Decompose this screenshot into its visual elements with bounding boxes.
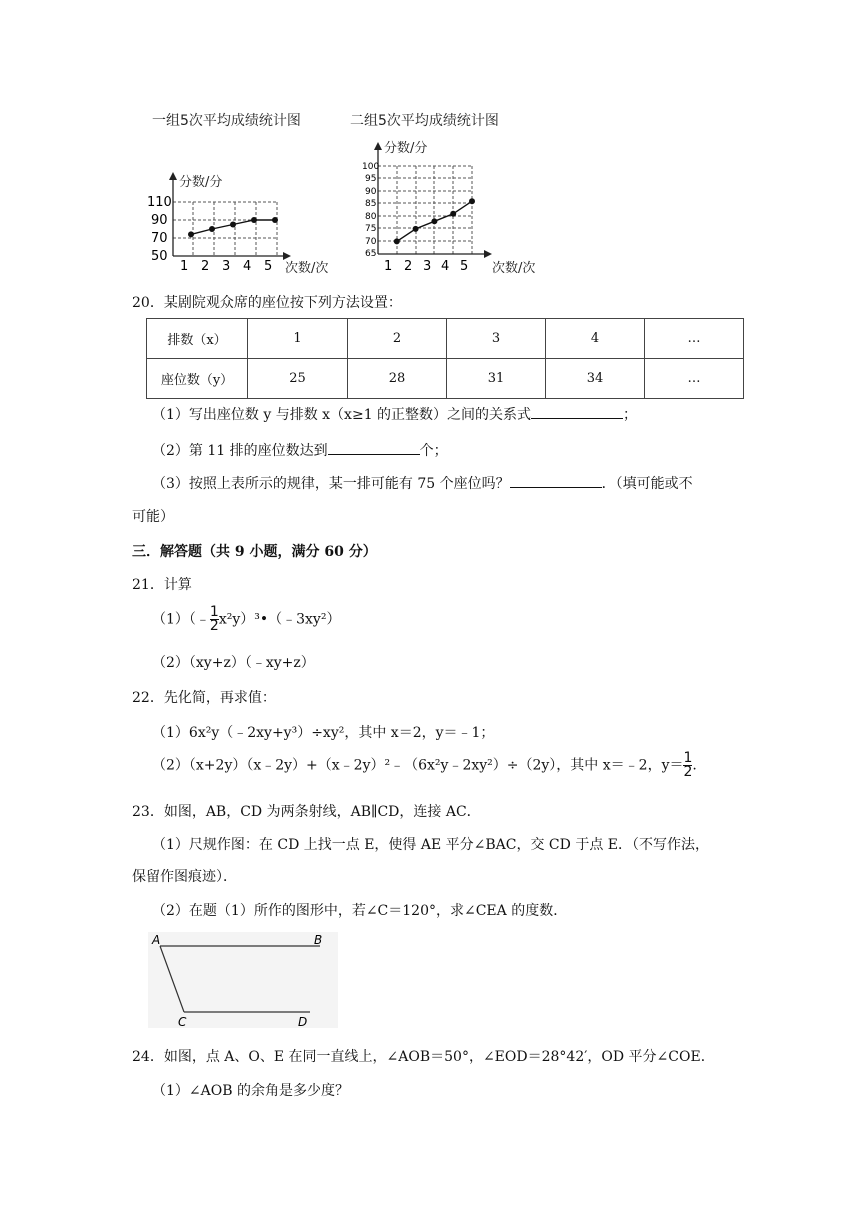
table-row bbox=[147, 359, 744, 399]
chart1-ytick: 70 bbox=[151, 231, 168, 246]
q20-part3-cont: 可能） bbox=[132, 509, 174, 525]
chart2-title: 二组5次平均成绩统计图 bbox=[350, 113, 499, 129]
fraction-numerator: 1 bbox=[683, 750, 693, 766]
chart1-xtick: 3 bbox=[222, 259, 231, 274]
chart2-data-point bbox=[450, 211, 456, 217]
q22-part2-end: . bbox=[692, 757, 697, 774]
seat-table bbox=[146, 318, 744, 399]
fraction bbox=[210, 606, 219, 633]
q22-part2 bbox=[152, 752, 697, 779]
point-label-d: D bbox=[298, 1015, 308, 1028]
chart1-data-point bbox=[272, 217, 278, 223]
q21-part1 bbox=[152, 606, 340, 633]
chart2-xtick: 1 bbox=[384, 259, 393, 274]
q20-part1-text: （1）写出座位数 y 与排数 x（x≥1 的正整数）之间的关系式 bbox=[152, 407, 532, 423]
chart1-data-point bbox=[209, 226, 215, 232]
chart1-xlabel: 次数/次 bbox=[285, 261, 329, 275]
table-cell: 1 bbox=[248, 319, 348, 359]
fraction-denominator: 2 bbox=[683, 764, 693, 780]
q22-part1: （1）6x²y（﹣2xy+y³）÷xy²，其中 x＝2，y＝﹣1； bbox=[152, 725, 495, 741]
chart2-ytick: 65 bbox=[365, 249, 377, 259]
table-cell: 座位数（y） bbox=[147, 359, 248, 399]
fraction-numerator: 1 bbox=[209, 604, 219, 620]
q20-part1-end: ； bbox=[623, 407, 638, 423]
chart2-ytick: 75 bbox=[365, 224, 377, 234]
chart2-xlabel: 次数/次 bbox=[492, 261, 536, 275]
q22-stem: 22．先化简，再求值： bbox=[132, 690, 276, 706]
chart2-data-point bbox=[413, 226, 419, 232]
table-cell: 34 bbox=[546, 359, 645, 399]
chart2-ytick: 100 bbox=[362, 162, 380, 172]
chart1-xtick: 4 bbox=[243, 259, 252, 274]
q20-stem: 20．某剧院观众席的座位按下列方法设置： bbox=[132, 295, 402, 311]
q21-part1-a: （1）（﹣ bbox=[152, 611, 210, 628]
q20-part2-text: （2）第 11 排的座位数达到 bbox=[152, 443, 328, 459]
chart1-xtick: 2 bbox=[201, 259, 210, 274]
answer-blank[interactable] bbox=[531, 404, 623, 419]
table-cell: 25 bbox=[248, 359, 348, 399]
fraction-denominator: 2 bbox=[209, 618, 219, 634]
chart1-xtick: 5 bbox=[264, 259, 273, 274]
q23-part1-cont: 保留作图痕迹）． bbox=[132, 869, 237, 885]
chart2-data-point bbox=[469, 198, 475, 204]
q20-part2 bbox=[152, 440, 448, 460]
chart1-data-point bbox=[230, 222, 236, 228]
chart2-ytick: 70 bbox=[365, 237, 377, 247]
q24-stem: 24．如图，点 A、O、E 在同一直线上，∠AOB＝50°，∠EOD＝28°42′，OD 平分∠COE． bbox=[132, 1049, 715, 1065]
chart2-xtick: 2 bbox=[404, 259, 413, 274]
chart2 bbox=[340, 130, 550, 275]
point-label-c: C bbox=[178, 1015, 187, 1028]
chart2-ytick: 80 bbox=[365, 212, 377, 222]
table-cell: 4 bbox=[546, 319, 645, 359]
q20-part1 bbox=[152, 404, 637, 424]
chart1-data-point bbox=[188, 231, 194, 237]
chart1-title: 一组5次平均成绩统计图 bbox=[152, 113, 301, 129]
chart2-ytick: 95 bbox=[365, 174, 377, 184]
chart2-data-point bbox=[394, 238, 400, 244]
table-cell: … bbox=[645, 359, 744, 399]
table-cell: … bbox=[645, 319, 744, 359]
q23-stem: 23．如图，AB，CD 为两条射线，AB∥CD，连接 AC． bbox=[132, 804, 481, 820]
table-cell: 28 bbox=[348, 359, 447, 399]
q22-part2-text: （2）（x+2y）（x﹣2y）+（x﹣2y）²﹣（6x²y﹣2xy²）÷（2y），其中 x＝﹣2，y＝ bbox=[152, 757, 684, 774]
q23-part2: （2）在题（1）所作的图形中，若∠C＝120°，求∠CEA 的度数． bbox=[152, 903, 568, 919]
q20-part3 bbox=[152, 473, 693, 493]
table-cell: 3 bbox=[447, 319, 546, 359]
chart1-ytick: 90 bbox=[151, 213, 168, 228]
answer-blank[interactable] bbox=[328, 440, 420, 455]
chart1-data-point bbox=[251, 217, 257, 223]
table-cell: 2 bbox=[348, 319, 447, 359]
q20-part3-end: ．（填可能或不 bbox=[601, 476, 693, 492]
chart1-ytick: 110 bbox=[147, 195, 172, 210]
chart1-ytick: 50 bbox=[151, 249, 168, 264]
q21-part1-b: x²y）³•（﹣3xy²） bbox=[218, 611, 341, 628]
chart2-ylabel: 分数/分 bbox=[384, 141, 428, 156]
q23-part1: （1）尺规作图：在 CD 上找一点 E，使得 AE 平分∠BAC，交 CD 于点 E．（不写作法， bbox=[152, 837, 709, 853]
chart2-xtick: 4 bbox=[441, 259, 450, 274]
section-heading: 三．解答题（共 9 小题，满分 60 分） bbox=[132, 544, 377, 560]
chart2-xtick: 3 bbox=[423, 259, 432, 274]
chart2-xtick: 5 bbox=[460, 259, 469, 274]
chart2-ytick: 90 bbox=[365, 187, 377, 197]
chart1-ylabel: 分数/分 bbox=[179, 175, 223, 190]
q20-part2-end: 个； bbox=[419, 443, 448, 459]
point-label-b: B bbox=[314, 933, 323, 947]
chart2-ytick: 85 bbox=[365, 199, 377, 209]
table-row bbox=[147, 319, 744, 359]
point-label-a: A bbox=[152, 933, 161, 947]
table-cell: 31 bbox=[447, 359, 546, 399]
chart1-xtick: 1 bbox=[180, 259, 189, 274]
q20-part3-text: （3）按照上表所示的规律，某一排可能有 75 个座位吗？ bbox=[152, 476, 510, 492]
q21-stem: 21．计算 bbox=[132, 577, 192, 593]
chart1 bbox=[145, 130, 345, 275]
q23-figure bbox=[148, 932, 338, 1028]
chart1-grid bbox=[173, 202, 277, 256]
q21-part2: （2）（xy+z）（﹣xy+z） bbox=[152, 655, 315, 671]
q24-part1: （1）∠AOB 的余角是多少度？ bbox=[152, 1083, 349, 1099]
chart2-data-point bbox=[431, 218, 437, 224]
table-cell: 排数（x） bbox=[147, 319, 248, 359]
answer-blank[interactable] bbox=[510, 473, 602, 488]
